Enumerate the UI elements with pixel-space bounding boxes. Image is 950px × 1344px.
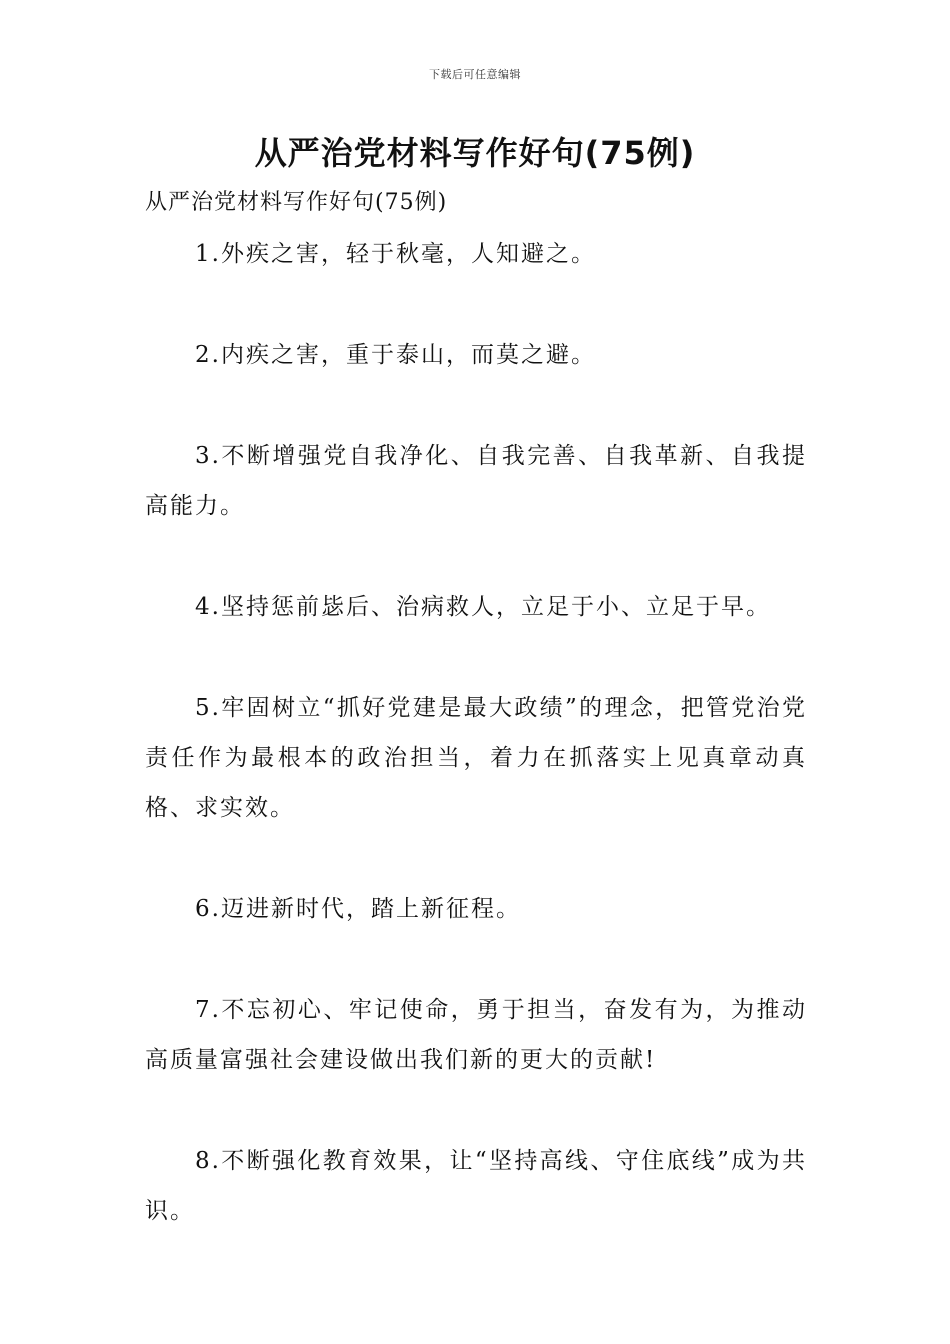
list-item: 7.不忘初心、牢记使命，勇于担当，奋发有为，为推动高质量富强社会建设做出我们新的更大的贡献! bbox=[145, 997, 807, 1073]
list-item: 8.不断强化教育效果，让“坚持高线、守住底线”成为共识。 bbox=[145, 1148, 807, 1224]
list-item: 5.牢固树立“抓好党建是最大政绩”的理念，把管党治党责任作为最根本的政治担当，着力在抓落实上见真章动真格、求实效。 bbox=[145, 695, 807, 821]
list-item: 2.内疾之害，重于泰山，而莫之避。 bbox=[195, 342, 596, 368]
list-item: 1.外疾之害，轻于秋毫，人知避之。 bbox=[195, 241, 596, 267]
list-item: 3.不断增强党自我净化、自我完善、自我革新、自我提高能力。 bbox=[145, 443, 807, 519]
item-list bbox=[145, 229, 807, 1287]
header-note: 下载后可任意编辑 bbox=[429, 68, 521, 81]
list-item: 6.迈进新时代，踏上新征程。 bbox=[195, 896, 521, 922]
page-subtitle: 从严治党材料写作好句(75例) bbox=[145, 190, 448, 215]
page-title: 从严治党材料写作好句(75例) bbox=[254, 134, 696, 172]
list-item: 4.坚持惩前毖后、治病救人，立足于小、立足于早。 bbox=[195, 594, 771, 620]
